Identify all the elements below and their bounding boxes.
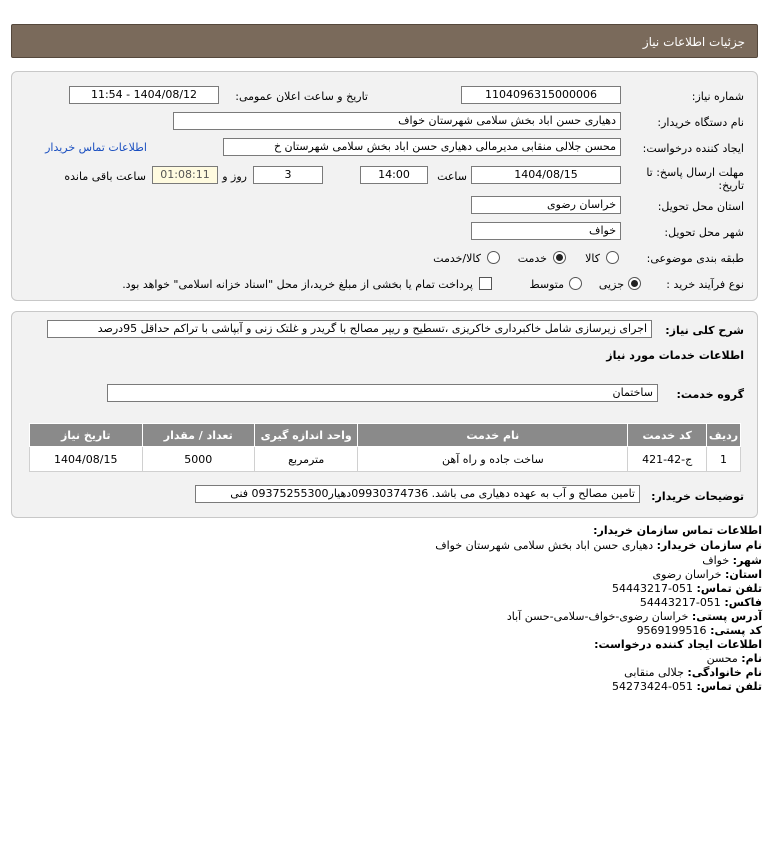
cell-quantity: 5000 xyxy=(142,447,254,472)
table-row[interactable] xyxy=(30,447,741,472)
process-label: نوع فرآیند خرید : xyxy=(666,278,744,291)
contact-title: اطلاعات تماس سازمان خریدار: xyxy=(593,524,762,537)
treasury-payment-checkbox[interactable] xyxy=(479,277,492,290)
category-label: طبقه بندی موضوعی: xyxy=(646,252,744,265)
col-service-code: کد خدمت xyxy=(628,424,707,447)
contact-fax: فاکس: 051-54443217 xyxy=(639,596,762,609)
creator-phone: تلفن تماس: 051-54273424 xyxy=(612,680,762,693)
cell-need-date: 1404/08/15 xyxy=(30,447,143,472)
category-goods-label: کالا xyxy=(585,252,600,265)
deadline-time-field[interactable]: 14:00 xyxy=(360,166,428,184)
process-medium-label: متوسط xyxy=(529,278,564,291)
col-need-date: تاریخ نیاز xyxy=(30,424,143,447)
process-medium-radio[interactable] xyxy=(569,277,582,290)
services-table xyxy=(29,423,741,472)
col-row: ردیف xyxy=(707,424,741,447)
creator-last-name: نام خانوادگی: جلالی منقابی xyxy=(624,666,762,679)
days-field[interactable]: 3 xyxy=(253,166,323,184)
contact-org: نام سازمان خریدار: دهیاری حسن اباد بخش سلامی شهرستان خواف xyxy=(435,539,762,552)
col-service-name: نام خدمت xyxy=(358,424,628,447)
announce-label: تاریخ و ساعت اعلان عمومی: xyxy=(235,90,368,103)
table-header-row xyxy=(30,424,741,447)
buyer-notes-label: توضیحات خریدار: xyxy=(651,490,744,503)
buyer-org-field[interactable]: دهیاری حسن اباد بخش سلامی شهرستان خواف xyxy=(173,112,621,130)
buyer-contact-link[interactable]: اطلاعات تماس خریدار xyxy=(45,141,147,154)
cell-service-name: ساخت جاده و راه آهن xyxy=(358,447,628,472)
contact-address: آدرس پستی: خراسان رضوی-خواف-سلامی-حسن آباد xyxy=(506,610,762,623)
contact-postal: کد پستی: 9569199516 xyxy=(636,624,762,637)
category-service-label: خدمت xyxy=(517,252,547,265)
remaining-label: ساعت باقی مانده xyxy=(64,170,146,183)
page-header xyxy=(11,24,758,58)
need-number-field[interactable]: 1104096315000006 xyxy=(461,86,621,104)
summary-label: شرح کلی نیاز: xyxy=(665,324,744,337)
category-service-radio[interactable] xyxy=(553,251,566,264)
buyer-notes-field[interactable]: تامین مصالح و آب به عهده دهیاری می باشد. 09930374736دهیار09375255300 فنی xyxy=(195,485,640,503)
deadline-label: مهلت ارسال پاسخ: تا تاریخ: xyxy=(646,166,744,192)
contact-province: استان: خراسان رضوی xyxy=(652,568,762,581)
city-field[interactable]: خواف xyxy=(471,222,621,240)
category-goods-service-radio[interactable] xyxy=(487,251,500,264)
summary-field[interactable]: اجرای زیرسازی شامل خاکبرداری خاکریزی ،تسطیح و ریپر مصالح با گریدر و غلتک زنی و آبپاشی با تراکم حداقل 95درصد xyxy=(47,320,652,338)
services-title: اطلاعات خدمات مورد نیاز xyxy=(606,349,744,362)
payment-note: پرداخت تمام یا بخشی از مبلغ خرید،از محل "اسناد خزانه اسلامی" خواهد بود. xyxy=(122,278,473,291)
contact-phone: تلفن تماس: 051-54443217 xyxy=(612,582,762,595)
service-group-field[interactable]: ساختمان xyxy=(107,384,658,402)
deadline-date-field[interactable]: 1404/08/15 xyxy=(471,166,621,184)
deadline-time-label: ساعت xyxy=(437,170,467,183)
creator-info-title: اطلاعات ایجاد کننده درخواست: xyxy=(594,638,762,651)
cell-row: 1 xyxy=(707,447,741,472)
remaining-time-field: 01:08:11 xyxy=(152,166,218,184)
buyer-org-label: نام دستگاه خریدار: xyxy=(657,116,744,129)
page-title: جزئیات اطلاعات نیاز xyxy=(642,35,745,49)
process-minor-label: جزیی xyxy=(598,278,624,291)
creator-first-name: نام: محسن xyxy=(706,652,762,665)
city-label: شهر محل تحویل: xyxy=(664,226,744,239)
creator-field[interactable]: محسن جلالی منقابی مدیرمالی دهیاری حسن اباد بخش سلامی شهرستان خ xyxy=(223,138,621,156)
need-number-label: شماره نیاز: xyxy=(691,90,744,103)
province-field[interactable]: خراسان رضوی xyxy=(471,196,621,214)
category-goods-radio[interactable] xyxy=(606,251,619,264)
col-unit: واحد اندازه گیری xyxy=(254,424,357,447)
contact-city: شهر: خواف xyxy=(702,554,762,567)
province-label: استان محل تحویل: xyxy=(657,200,744,213)
days-label: روز و xyxy=(222,170,247,183)
announce-field[interactable]: 1404/08/12 - 11:54 xyxy=(69,86,219,104)
service-group-label: گروه خدمت: xyxy=(676,388,744,401)
category-goods-service-label: کالا/خدمت xyxy=(433,252,481,265)
cell-unit: مترمربع xyxy=(254,447,357,472)
col-quantity: تعداد / مقدار xyxy=(142,424,254,447)
process-minor-radio[interactable] xyxy=(628,277,641,290)
cell-service-code: ج-42-421 xyxy=(628,447,707,472)
creator-label: ایجاد کننده درخواست: xyxy=(642,142,744,155)
